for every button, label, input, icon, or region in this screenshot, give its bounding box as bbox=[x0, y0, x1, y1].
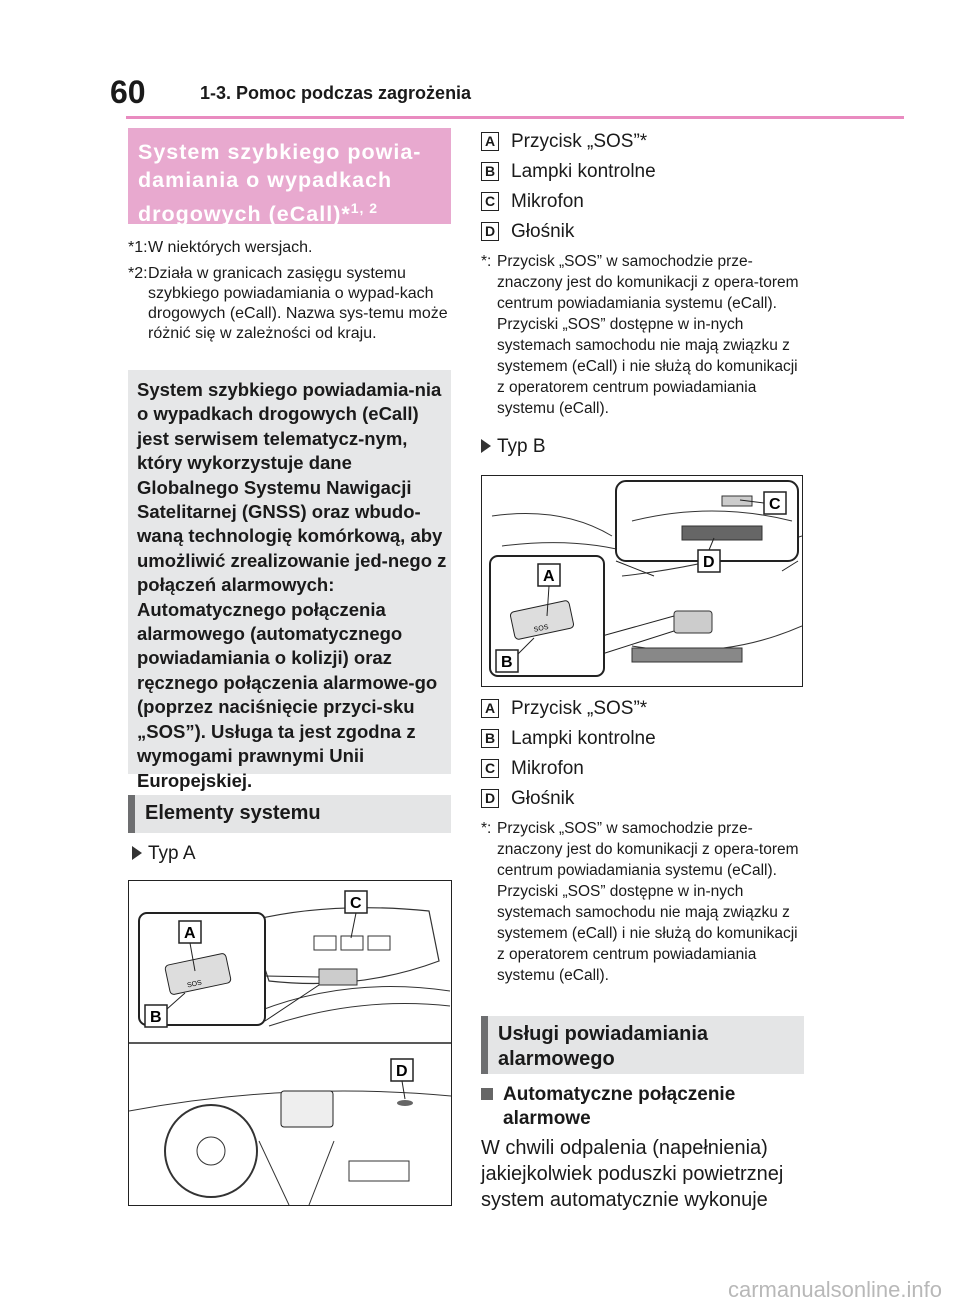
page-number: 60 bbox=[110, 74, 146, 110]
ecall-title: System szybkiego powia-damiania o wypadkach drogowych (eCall)*$^{1, 2}$ bbox=[138, 140, 422, 227]
header-rule bbox=[126, 116, 904, 119]
watermark: carmanualsonline.info bbox=[727, 1277, 942, 1302]
figure-type-a-drawing bbox=[129, 881, 451, 1205]
intro-box bbox=[128, 370, 451, 791]
triangle-bullet-icon bbox=[132, 846, 142, 860]
legend-1-c: C Mikrofon bbox=[481, 191, 584, 213]
callout-b: B bbox=[150, 1009, 162, 1026]
elements-heading: Elementy systemu bbox=[128, 795, 451, 833]
type-b-label: Typ B bbox=[481, 436, 546, 458]
sos-text: SOS bbox=[533, 623, 550, 634]
legend-1-b: B Lampki kontrolne bbox=[481, 161, 656, 183]
legend-1-note: *: Przycisk „SOS” w samochodzie prze-znaczony jest do komunikacji z opera-torem centrum powiadamiania systemu (eCall). Przyciski „SOS” dostępne w in-nych systemach samochodu nie mają związku z systemem (eCall) i nie służą do komunikacji z operatorem centrum powiadamiania systemu (eCall). bbox=[481, 253, 799, 417]
body-paragraph: W chwili odpalenia (napełnienia) jakiejkolwiek poduszki powietrznej system automatycznie wykonuje bbox=[481, 1137, 784, 1211]
square-bullet-icon bbox=[481, 1088, 493, 1100]
footnote-1: *1: W niektórych wersjach. bbox=[128, 239, 313, 256]
callout-d: D bbox=[703, 554, 715, 571]
callout-c: C bbox=[769, 496, 781, 513]
intro-text: System szybkiego powiadamia-nia o wypadkach drogowych (eCall) jest serwisem telematycz-nym, który wykorzystuje dane Globalnego Systemu Nawigacji Satelitarnej (GNSS) oraz wbudo-waną technologię komórkową, aby umożliwić zrealizowanie jed-nego z połączeń alarmowych: Automatycznego połączenia alarmowego (automatycznego powiadamiania o kolizji) oraz ręcznego połączenia alarmowe-go (poprzez naciśnięcie przyci-sku „SOS”). Usługa ta jest zgodna z wymogami prawnymi Unii Europejskiej. bbox=[137, 379, 447, 791]
type-a-label: Typ A bbox=[132, 843, 196, 865]
figure-type-a bbox=[128, 880, 452, 1206]
figure-type-b-drawing bbox=[482, 476, 802, 686]
legend-2-a: A Przycisk „SOS”* bbox=[481, 698, 647, 720]
callout-c: C bbox=[350, 895, 362, 912]
callout-d: D bbox=[396, 1063, 408, 1080]
callout-a: A bbox=[543, 568, 555, 585]
legend-2-d: D Głośnik bbox=[481, 788, 574, 810]
legend-2-note: *: Przycisk „SOS” w samochodzie prze-znaczony jest do komunikacji z opera-torem centrum powiadamiania systemu (eCall). Przyciski „SOS” dostępne w in-nych systemach samochodu nie mają związku z systemem (eCall) i nie służą do komunikacji z operatorem centrum powiadamiania systemu (eCall). bbox=[481, 820, 799, 984]
legend-2-b: B Lampki kontrolne bbox=[481, 728, 656, 750]
services-heading: Usługi powiadamiania alarmowego bbox=[481, 1016, 804, 1074]
footnote-2: *2: Działa w granicach zasięgu systemu szybkiego powiadamiania o wypad-kach drogowych (eCall). Nazwa sys-temu może różnić się w zależności od kraju. bbox=[128, 265, 448, 342]
legend-2-c: C Mikrofon bbox=[481, 758, 584, 780]
section-title: 1-3. Pomoc podczas zagrożenia bbox=[200, 83, 472, 103]
auto-call-heading: Automatyczne połączenie alarmowe bbox=[481, 1083, 811, 1133]
triangle-bullet-icon bbox=[481, 439, 491, 453]
callout-b: B bbox=[501, 654, 513, 671]
legend-1-a: A Przycisk „SOS”* bbox=[481, 131, 647, 153]
callout-a: A bbox=[184, 925, 196, 942]
legend-1-d: D Głośnik bbox=[481, 221, 574, 243]
sos-text: SOS bbox=[186, 979, 203, 990]
ecall-title-box bbox=[128, 128, 451, 227]
figure-type-b bbox=[481, 475, 803, 687]
